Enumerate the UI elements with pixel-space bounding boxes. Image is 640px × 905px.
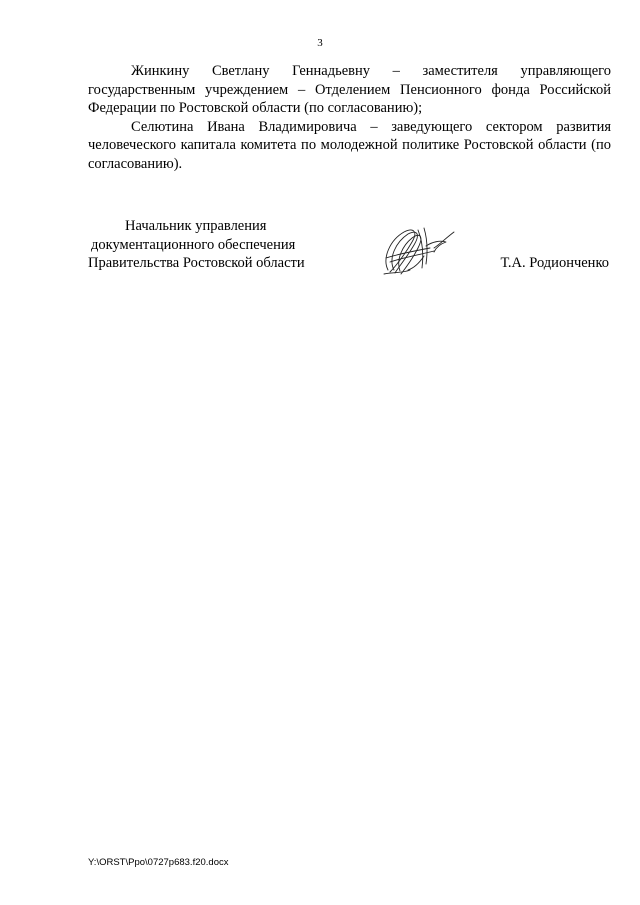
paragraph: Селютина Ивана Владимировича – заведующего сектором развития человеческого капитала комитета по молодежной политике Ростовской области (по согласованию). [88,118,611,172]
footer-file-path: Y:\ORST\Ppo\0727p683.f20.docx [88,857,229,868]
signatory-position [88,217,348,273]
page-number: 3 [317,37,323,49]
position-line: Правительства Ростовской области [88,255,305,271]
position-line: документационного обеспечения [91,236,296,253]
document-body [88,62,611,173]
handwritten-signature-icon [374,218,460,278]
paragraph: Жинкину Светлану Геннадьевну – заместителя управляющего государственным учреждением – Отделением Пенсионного фонда Российской Федерации по Ростовской области (по согласованию); [88,63,611,116]
signatory-name: Т.А. Родионченко [500,255,609,271]
position-line: Начальник управления [125,218,267,234]
